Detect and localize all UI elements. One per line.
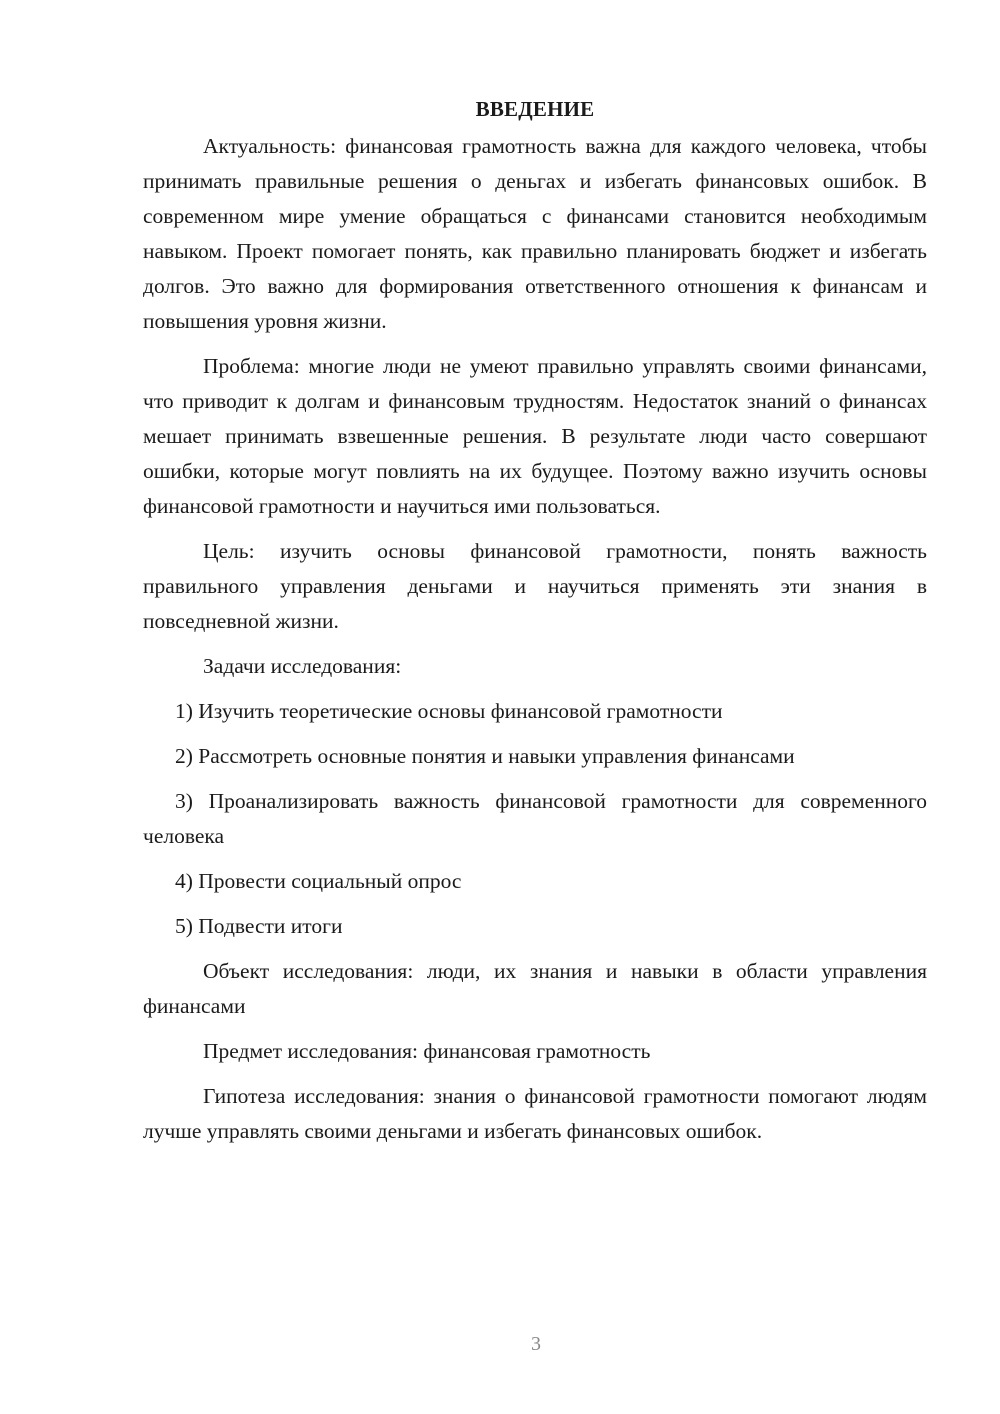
- paragraph-problem: Проблема: многие люди не умеют правильно управлять своими финансами, что приводит к долгам и финансовым трудностям. Недостаток знаний о финансах мешает принимать взвешенные решения. В результате люди часто совершают ошибки, которые могут повлиять на их будущее. Поэтому важно изучить основы финансовой грамотности и научиться ими пользоваться.: [143, 354, 927, 518]
- paragraph-object: Объект исследования: люди, их знания и навыки в области управления финансами: [143, 959, 927, 1018]
- page-number: 3: [531, 1333, 541, 1355]
- document-page: [143, 92, 927, 1159]
- paragraph-subject: Предмет исследования: финансовая грамотность: [203, 1039, 651, 1063]
- paragraph-relevance: Актуальность: финансовая грамотность важна для каждого человека, чтобы принимать правильные решения о деньгах и избегать финансовых ошибок. В современном мире умение обращаться с финансами становится необходимым навыком. Проект помогает понять, как правильно планировать бюджет и избегать долгов. Это важно для формирования ответственного отношения к финансам и повышения уровня жизни.: [143, 134, 927, 333]
- task-item-4: 4) Провести социальный опрос: [175, 869, 462, 893]
- task-item-3: 3) Проанализировать важность финансовой грамотности для современного человека: [143, 789, 927, 848]
- task-item-1: 1) Изучить теоретические основы финансовой грамотности: [175, 699, 723, 723]
- section-title: ВВЕДЕНИЕ: [475, 97, 595, 121]
- tasks-heading: Задачи исследования:: [203, 654, 402, 678]
- paragraph-hypothesis: Гипотеза исследования: знания о финансовой грамотности помогают людям лучше управлять своими деньгами и избегать финансовых ошибок.: [143, 1084, 927, 1143]
- task-item-2: 2) Рассмотреть основные понятия и навыки управления финансами: [175, 744, 795, 768]
- task-item-5: 5) Подвести итоги: [175, 914, 343, 938]
- paragraph-goal: Цель: изучить основы финансовой грамотности, понять важность правильного управления деньгами и научиться применять эти знания в повседневной жизни.: [143, 539, 927, 633]
